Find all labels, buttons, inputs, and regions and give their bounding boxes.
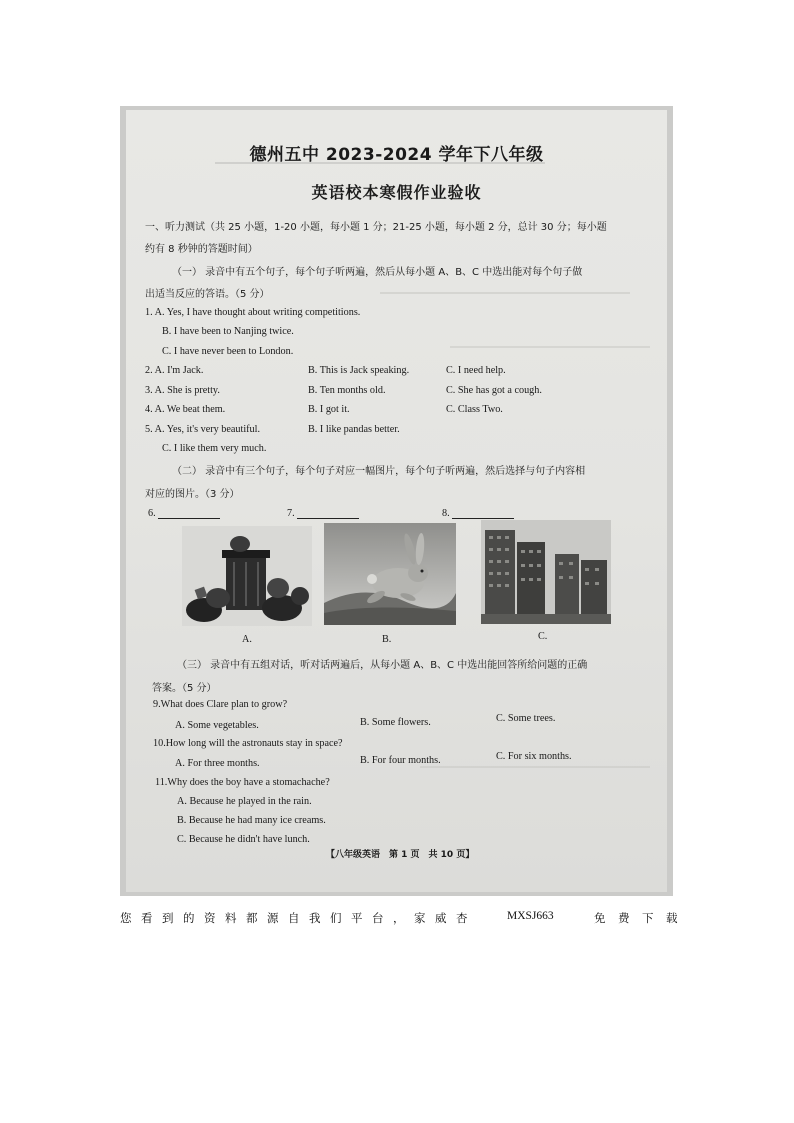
question-2-b: B. This is Jack speaking. — [308, 365, 410, 376]
picture-a-label: A. — [242, 634, 252, 645]
question-10: 10.How long will the astronauts stay in space? — [153, 738, 343, 749]
question-10-b: B. For four months. — [360, 755, 441, 766]
part-b-heading-cont: 对应的图片。（3 分） — [145, 489, 240, 500]
exam-subtitle: 英语校本寒假作业验收 — [311, 183, 482, 202]
notice-char: 都 — [246, 911, 258, 925]
question-1-c: C. I have never been to London. — [162, 346, 294, 357]
question-4-c: C. Class Two. — [446, 404, 503, 415]
question-11-c: C. Because he didn't have lunch. — [177, 834, 310, 845]
garbage-bags-image — [182, 526, 312, 626]
page-footer: 【八年级英语 第 1 页 共 10 页】 — [326, 850, 475, 860]
question-11-a: A. Because he played in the rain. — [177, 796, 312, 807]
answer-blank-6 — [148, 508, 220, 519]
blank-label: 7. — [287, 508, 295, 519]
question-11-b: B. Because he had many ice creams. — [177, 815, 326, 826]
exam-title: 德州五中 2023-2024 学年下八年级 — [249, 145, 544, 165]
blank-line — [452, 508, 514, 519]
question-5-a: 5. A. Yes, it's very beautiful. — [145, 424, 261, 435]
notice-char: 您 — [120, 911, 132, 925]
question-4-b: B. I got it. — [308, 404, 350, 415]
question-5-b: B. I like pandas better. — [308, 424, 400, 435]
notice-char: 杏 — [456, 911, 468, 925]
section-heading-cont: 约有 8 秒钟的答题时间） — [145, 244, 258, 255]
part-c-heading: （三） 录音中有五组对话，听对话两遍后，从每小题 A、B、C 中选出能回答所给问题的正确 — [177, 660, 588, 671]
question-10-a: A. For three months. — [175, 758, 260, 769]
notice-char: 看 — [141, 911, 153, 925]
notice-char: 到 — [162, 911, 174, 925]
blank-line — [297, 508, 359, 519]
question-1-a: 1. A. Yes, I have thought about writing competitions. — [145, 307, 361, 318]
notice-char: 免 — [594, 911, 606, 925]
notice-char: 自 — [288, 911, 300, 925]
notice-char: 料 — [225, 911, 237, 925]
notice-char: 源 — [267, 911, 279, 925]
notice-char: 我 — [309, 911, 321, 925]
tall-buildings-image — [481, 520, 611, 624]
part-a-heading: （一） 录音中有五个句子，每个句子听两遍，然后从每小题 A、B、C 中选出能对每个句子做 — [172, 267, 583, 278]
question-2-c: C. I need help. — [446, 365, 506, 376]
notice-char: 下 — [642, 911, 654, 925]
part-b-heading: （二） 录音中有三个句子，每个句子对应一幅图片，每个句子听两遍，然后选择与句子内容相 — [172, 466, 586, 477]
question-3-a: 3. A. She is pretty. — [145, 385, 220, 396]
answer-blank-7 — [287, 508, 359, 519]
bleed-through-mark — [420, 766, 650, 768]
bleed-through-mark — [450, 346, 650, 348]
picture-c-label: C. — [538, 631, 548, 642]
notice-char: 家 — [414, 911, 426, 925]
question-3-b: B. Ten months old. — [308, 385, 386, 396]
notice-char: 资 — [204, 911, 216, 925]
question-10-c: C. For six months. — [496, 751, 572, 762]
question-9-a: A. Some vegetables. — [175, 720, 259, 731]
question-1-b: B. I have been to Nanjing twice. — [162, 326, 294, 337]
scanned-exam-photo — [120, 106, 673, 896]
question-4-a: 4. A. We beat them. — [145, 404, 226, 415]
notice-char: 们 — [330, 911, 342, 925]
notice-char: 威 — [435, 911, 447, 925]
notice-char: ， — [393, 911, 405, 925]
notice-char: 费 — [618, 911, 630, 925]
question-9-b: B. Some flowers. — [360, 717, 431, 728]
part-c-heading-cont: 答案。（5 分） — [152, 683, 217, 694]
question-9-c: C. Some trees. — [496, 713, 556, 724]
blank-label: 6. — [148, 508, 156, 519]
notice-char: 的 — [183, 911, 195, 925]
notice-char: 台 — [372, 911, 384, 925]
question-3-c: C. She has got a cough. — [446, 385, 542, 396]
question-5-c: C. I like them very much. — [162, 443, 267, 454]
bleed-through-mark — [380, 292, 630, 294]
blank-label: 8. — [442, 508, 450, 519]
section-heading: 一、听力测试（共 25 小题，1-20 小题，每小题 1 分；21-25 小题，每小题 2 分，总计 30 分；每小题 — [145, 222, 607, 233]
answer-blank-8 — [442, 508, 514, 519]
part-a-heading-cont: 出适当反应的答语。（5 分） — [145, 289, 270, 300]
picture-b-label: B. — [382, 634, 392, 645]
notice-char: 载 — [666, 911, 678, 925]
question-11: 11.Why does the boy have a stomachache? — [155, 777, 330, 788]
rabbit-image — [324, 523, 456, 625]
notice-char: 平 — [351, 911, 363, 925]
blank-line — [158, 508, 220, 519]
question-2-a: 2. A. I'm Jack. — [145, 365, 204, 376]
question-9: 9.What does Clare plan to grow? — [153, 699, 288, 710]
notice-code: MXSJ663 — [507, 910, 554, 922]
